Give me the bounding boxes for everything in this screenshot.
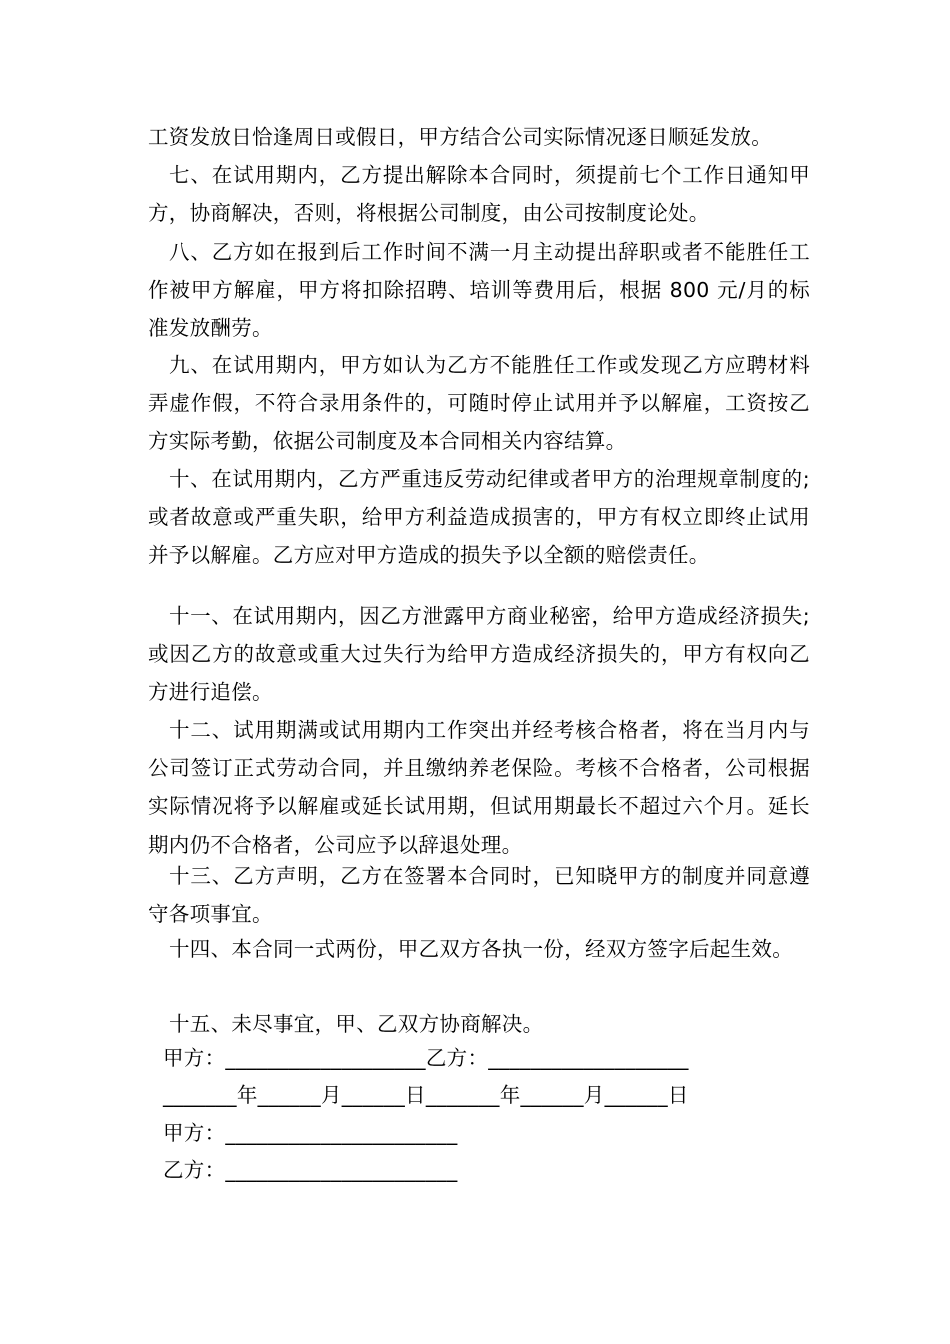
signature-party-a: 甲方：______________________ (163, 1121, 458, 1145)
paragraph-clause-7: 七、在试用期内，乙方提出解除本合同时，须提前七个工作日通知甲方，协商解决，否则，将根据公司制度，由公司按制度论处。 (148, 163, 810, 226)
paragraph-clause-11: 十一、在试用期内，因乙方泄露甲方商业秘密，给甲方造成经济损失;或因乙方的故意或重大过失行为给甲方造成经济损失的，甲方有权向乙方进行追偿。 (148, 604, 810, 705)
paragraph-clause-15: 十五、未尽事宜，甲、乙双方协商解决。 (169, 1012, 544, 1036)
signature-party-line: 甲方：___________________乙方：___________________ (163, 1046, 689, 1070)
paragraph-clause-9: 九、在试用期内，甲方如认为乙方不能胜任工作或发现乙方应聘材料弄虚作假，不符合录用条件的，可随时停止试用并予以解雇，工资按乙方实际考勤，依据公司制度及本合同相关内容结算。 (148, 353, 810, 454)
paragraph-wage-payment: 工资发放日恰逢周日或假日，甲方结合公司实际情况逐日顺延发放。 (148, 125, 772, 149)
paragraph-clause-8: 八、乙方如在报到后工作时间不满一月主动提出辞职或者不能胜任工作被甲方解雇，甲方将扣除招聘、培训等费用后，根据 800 元/月的标准发放酬劳。 (148, 240, 810, 341)
paragraph-clause-13: 十三、乙方声明，乙方在签署本合同时，已知晓甲方的制度并同意遵守各项事宜。 (148, 864, 810, 927)
paragraph-clause-10: 十、在试用期内，乙方严重违反劳动纪律或者甲方的治理规章制度的;或者故意或严重失职，给甲方利益造成损害的，甲方有权立即终止试用并予以解雇。乙方应对甲方造成的损失予以全额的赔偿责任。 (148, 467, 810, 568)
paragraph-clause-12: 十二、试用期满或试用期内工作突出并经考核合格者，将在当月内与公司签订正式劳动合同，并且缴纳养老保险。考核不合格者，公司根据实际情况将予以解雇或延长试用期，但试用期最长不超过六个月。延长期内仍不合格者，公司应予以辞退处理。 (148, 718, 810, 857)
paragraph-clause-14: 十四、本合同一式两份，甲乙双方各执一份，经双方签字后起生效。 (169, 937, 793, 961)
signature-party-b: 乙方：______________________ (163, 1158, 458, 1182)
signature-date-line: _______年______月______日_______年______月______日 (163, 1083, 689, 1107)
